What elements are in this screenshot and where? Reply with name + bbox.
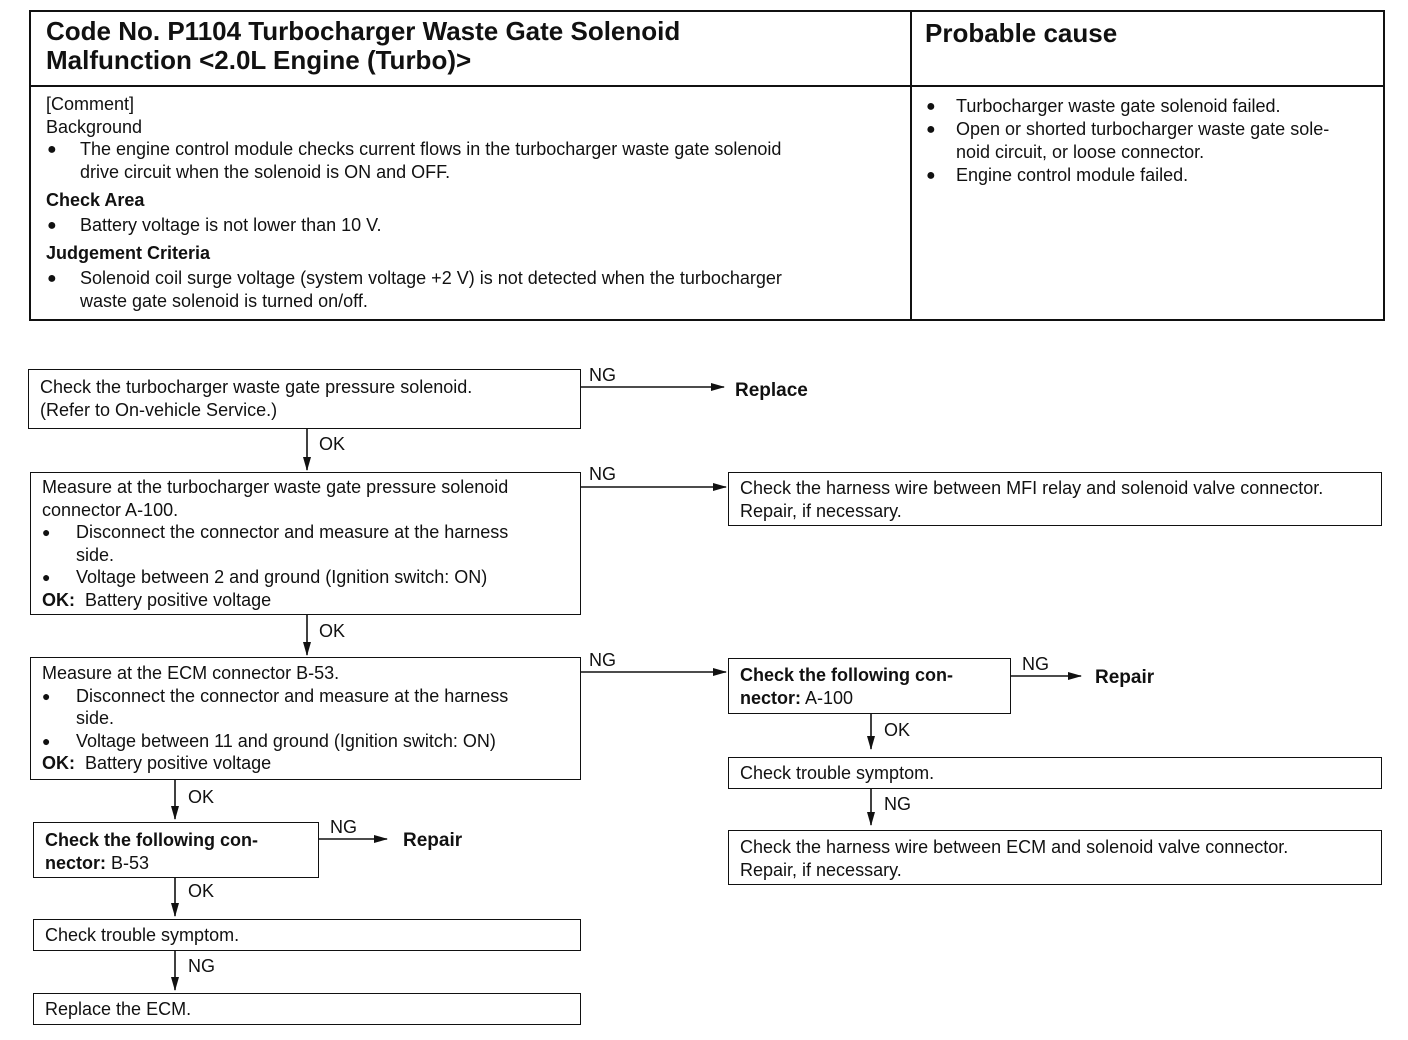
step-2-bullet-2: ● Voltage between 2 and ground (Ignition switch: ON) bbox=[42, 567, 488, 587]
left-trouble-symptom-text: Check trouble symptom. bbox=[45, 925, 240, 945]
left-check-connector-line-1: Check the following con- bbox=[45, 830, 259, 850]
right-check-connector-line-2: nector: A-100 bbox=[740, 687, 854, 708]
bullet-icon: ● bbox=[926, 98, 936, 115]
cause-2-line-2: noid circuit, or loose connector. bbox=[956, 142, 1205, 162]
right-connector-ok-label: OK bbox=[884, 720, 911, 740]
step-1-line-1: Check the turbocharger waste gate pressure solenoid. bbox=[40, 377, 473, 397]
check-area-item: Battery voltage is not lower than 10 V. bbox=[80, 215, 382, 235]
step-2-ok-label: OK bbox=[319, 621, 346, 641]
step-3-line-1: Measure at the ECM connector B-53. bbox=[42, 663, 340, 683]
comment-label: [Comment] bbox=[46, 94, 135, 114]
right-check-connector-box bbox=[728, 658, 1011, 714]
left-connector-ok-label: OK bbox=[188, 881, 215, 901]
cause-3: Engine control module failed. bbox=[956, 165, 1189, 185]
step-3-bullet-1-cont: side. bbox=[76, 708, 115, 728]
step-3-ok-line: OK: Battery positive voltage bbox=[42, 753, 272, 773]
right-connector-ng-result: Repair bbox=[1095, 667, 1155, 688]
right-harness-ecm-line-1: Check the harness wire between ECM and solenoid valve connector. bbox=[740, 837, 1289, 857]
step-2-ok-line: OK: Battery positive voltage bbox=[42, 589, 272, 610]
step-1-box bbox=[28, 369, 581, 429]
right-trouble-symptom-box bbox=[728, 757, 1382, 789]
step-2-bullet-1: ● Disconnect the connector and measure at the harness bbox=[42, 522, 509, 542]
step-2-line-1: Measure at the turbocharger waste gate pressure solenoid bbox=[42, 477, 509, 497]
bullet-icon: ● bbox=[47, 270, 57, 287]
step-3-bullet-2: ● Voltage between 11 and ground (Ignition switch: ON) bbox=[42, 730, 496, 751]
step-2-line-2: connector A-100. bbox=[42, 499, 179, 520]
title-line-1: Code No. P1104 Turbocharger Waste Gate Solenoid bbox=[46, 16, 681, 46]
bullet-icon: ● bbox=[42, 569, 51, 585]
check-area-label: Check Area bbox=[46, 190, 145, 210]
probable-cause-title: Probable cause bbox=[925, 18, 1118, 48]
judgement-criteria-label: Judgement Criteria bbox=[46, 243, 211, 263]
step-3-box bbox=[30, 657, 581, 780]
background-label: Background bbox=[46, 117, 143, 137]
bullet-icon: ● bbox=[47, 217, 57, 234]
background-line-2: drive circuit when the solenoid is ON and OFF. bbox=[80, 162, 451, 182]
left-connector-ng-label: NG bbox=[330, 817, 357, 837]
left-symptom-ng-label: NG bbox=[188, 956, 215, 976]
right-symptom-ng-label: NG bbox=[884, 794, 911, 814]
left-check-connector-box bbox=[33, 822, 319, 878]
right-harness-ecm-line-2: Repair, if necessary. bbox=[740, 859, 902, 880]
step-3-ng-label: NG bbox=[589, 650, 616, 670]
left-connector-ng-result: Repair bbox=[403, 830, 463, 851]
left-check-connector-line-2: nector: B-53 bbox=[45, 852, 150, 873]
replace-ecm-text: Replace the ECM. bbox=[45, 999, 192, 1019]
judgement-line-2: waste gate solenoid is turned on/off. bbox=[80, 291, 368, 311]
judgement-line-1: Solenoid coil surge voltage (system voltage +2 V) is not detected when the turbocharger bbox=[80, 268, 782, 288]
step-2-box bbox=[30, 472, 581, 615]
step-1-ng-label: NG bbox=[589, 365, 616, 385]
background-line-1: The engine control module checks current flows in the turbocharger waste gate solenoid bbox=[80, 139, 782, 159]
replace-ecm-box bbox=[33, 993, 581, 1025]
step-1-ng-result: Replace bbox=[735, 380, 808, 401]
right-check-connector-line-1: Check the following con- bbox=[740, 665, 954, 685]
bullet-icon: ● bbox=[926, 121, 936, 138]
bullet-icon: ● bbox=[42, 687, 51, 704]
step-3-bullet-1: ● Disconnect the connector and measure at the harness bbox=[42, 685, 509, 706]
step-1-line-2: (Refer to On-vehicle Service.) bbox=[40, 399, 278, 420]
step-2-ng-line-1: Check the harness wire between MFI relay and solenoid valve connector. bbox=[740, 478, 1324, 498]
bullet-icon: ● bbox=[42, 732, 51, 749]
step-2-ng-label: NG bbox=[589, 464, 616, 484]
right-trouble-symptom-text: Check trouble symptom. bbox=[740, 763, 935, 783]
bullet-icon: ● bbox=[42, 524, 51, 540]
step-2-bullet-1-cont: side. bbox=[76, 544, 115, 565]
title-line-2: Malfunction <2.0L Engine (Turbo)> bbox=[46, 45, 472, 75]
bullet-icon: ● bbox=[926, 167, 936, 184]
step-2-ng-line-2: Repair, if necessary. bbox=[740, 500, 902, 521]
left-trouble-symptom-box bbox=[33, 919, 581, 951]
right-harness-ecm-box bbox=[728, 830, 1382, 885]
cause-2-line-1: Open or shorted turbocharger waste gate sole- bbox=[956, 119, 1330, 139]
step-3-ok-label: OK bbox=[188, 787, 215, 807]
cause-1: Turbocharger waste gate solenoid failed. bbox=[956, 96, 1281, 116]
step-1-ok-label: OK bbox=[319, 434, 346, 454]
step-2-ng-box bbox=[728, 472, 1382, 526]
bullet-icon: ● bbox=[47, 141, 57, 158]
right-connector-ng-label: NG bbox=[1022, 654, 1049, 674]
